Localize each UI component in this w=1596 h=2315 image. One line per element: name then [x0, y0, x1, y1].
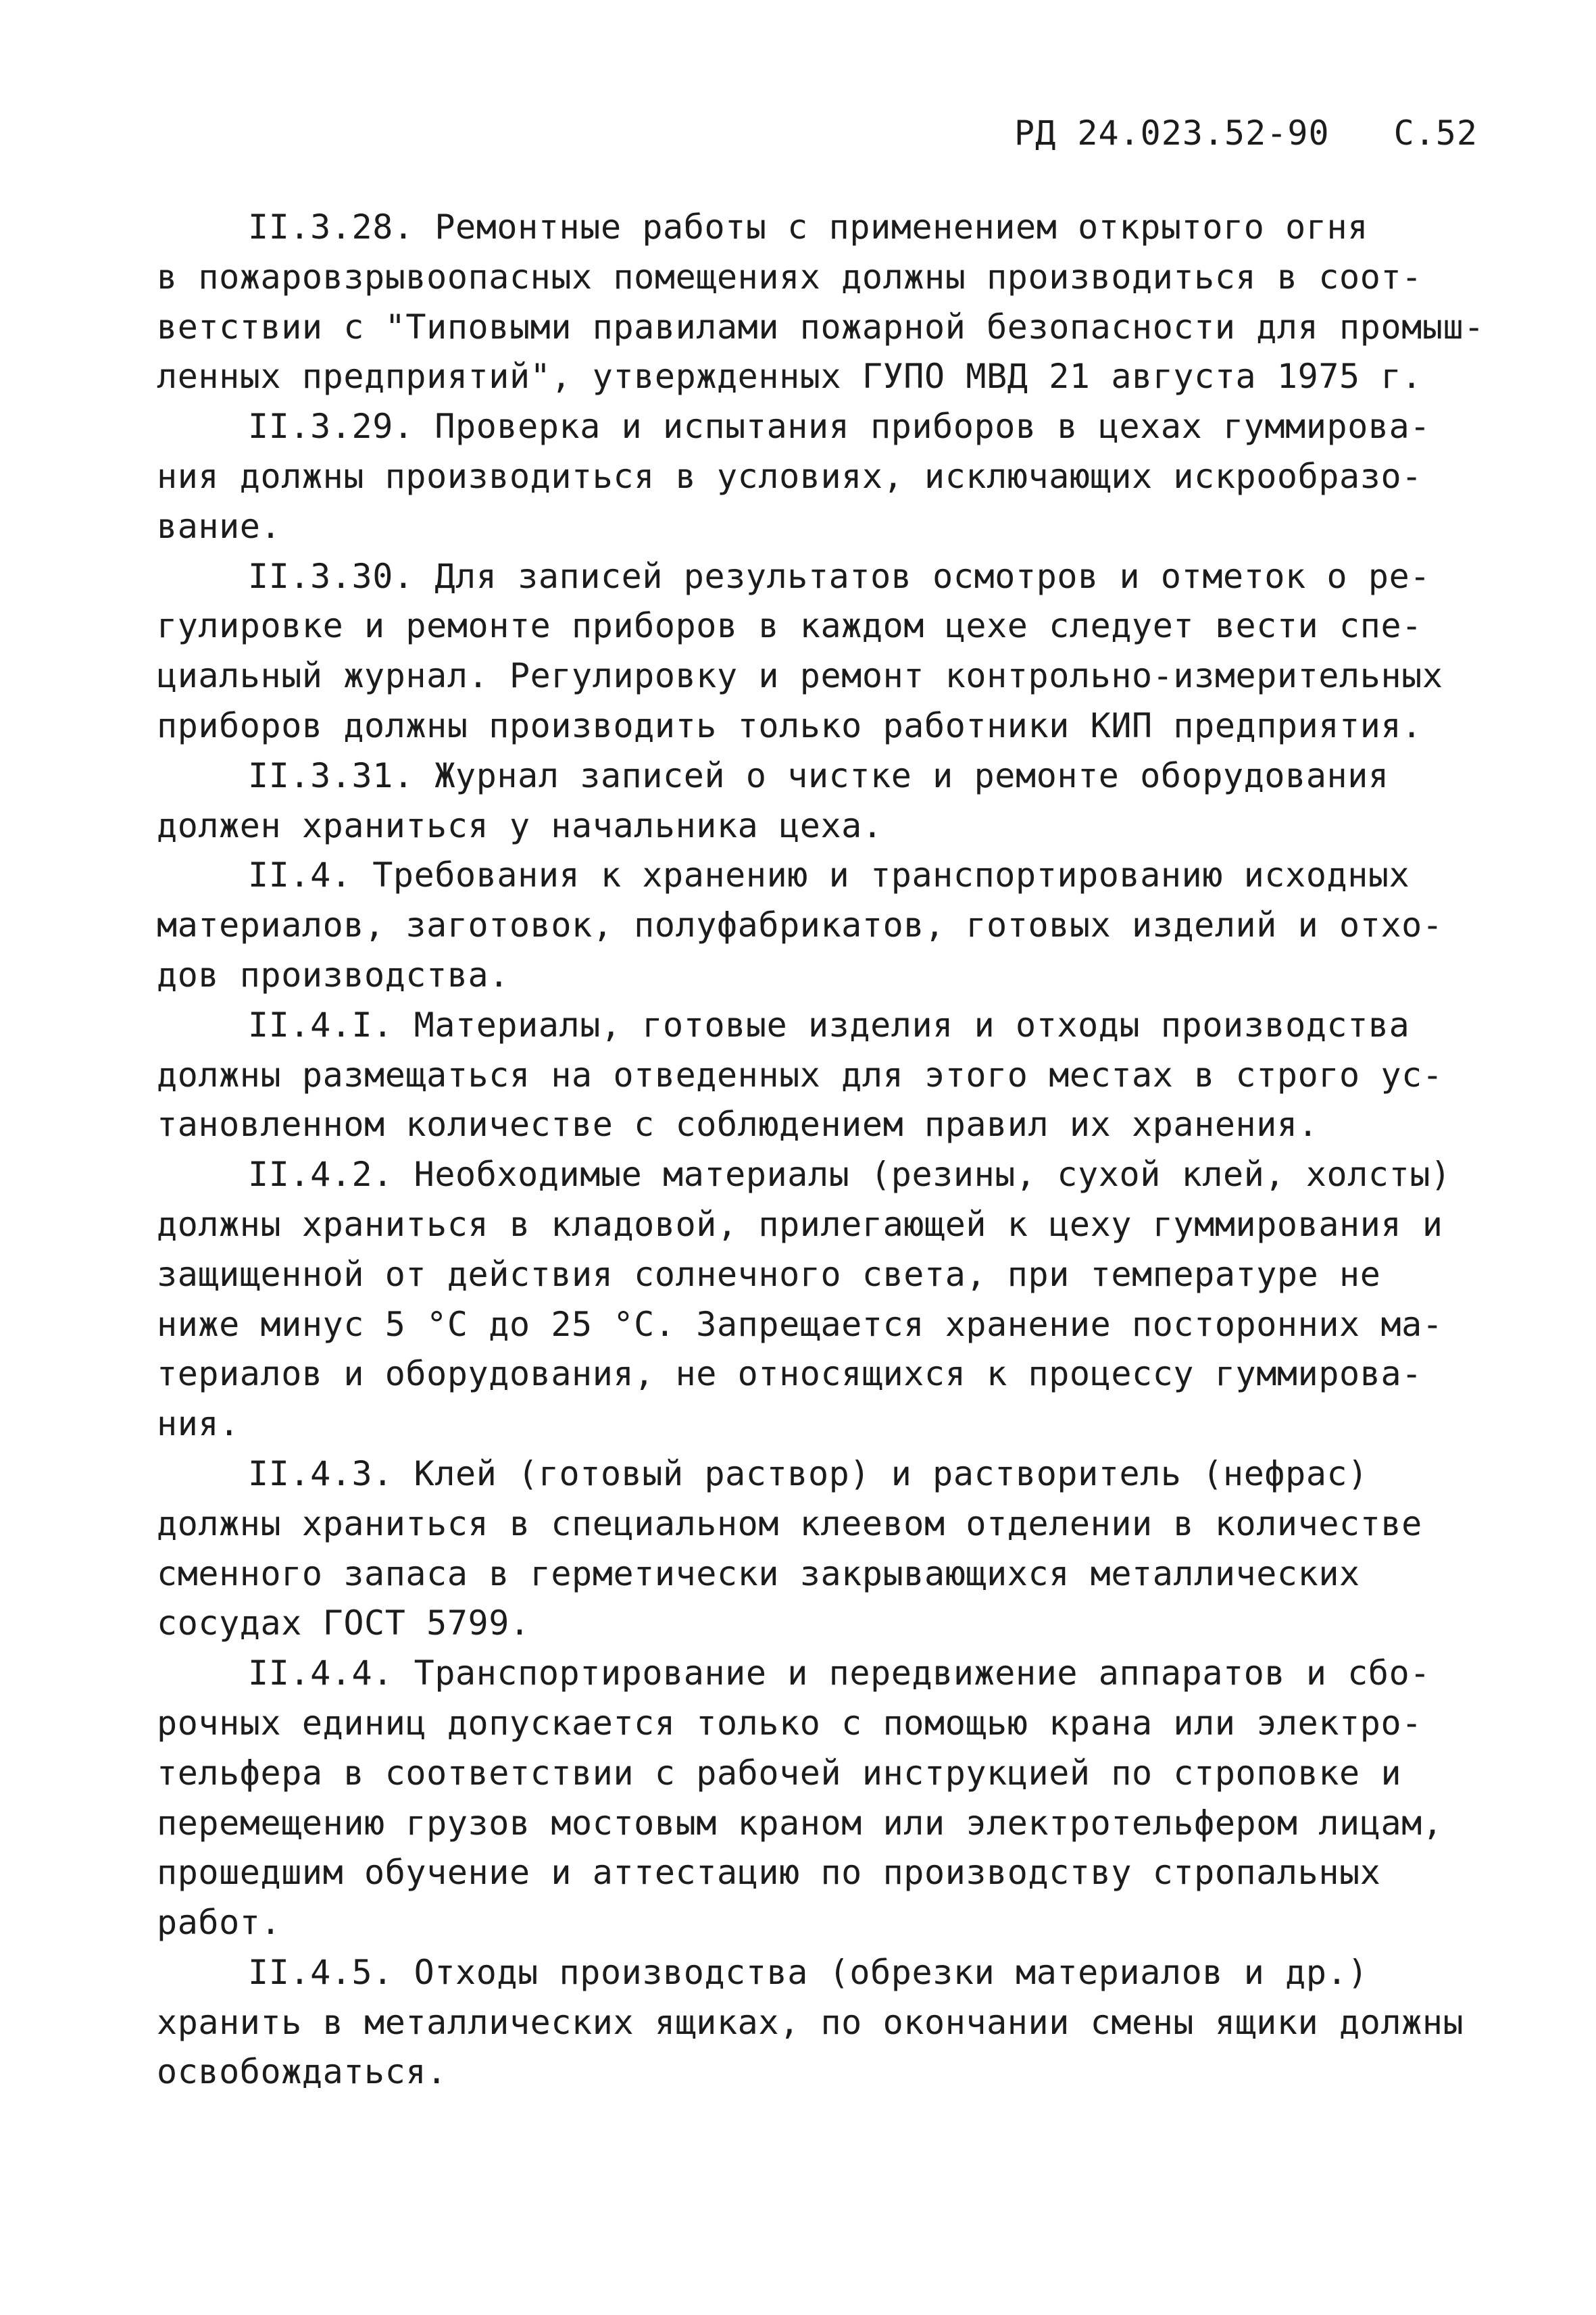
text-line: рочных единиц допускается только с помощью крана или электро-	[157, 1703, 1422, 1743]
text-line: работ.	[157, 1903, 282, 1943]
text-line: сменного запаса в герметически закрывающихся металлических	[157, 1553, 1360, 1593]
text-line: должны размещаться на отведенных для этого местах в строго ус-	[157, 1055, 1443, 1095]
paragraph-first-line: II.4.I. Материалы, готовые изделия и отходы производства	[248, 1005, 1410, 1045]
text-line: должны храниться в кладовой, прилегающей к цеху гуммирования и	[157, 1204, 1443, 1244]
text-line: перемещению грузов мостовым краном или электротельфером лицам,	[157, 1803, 1443, 1843]
text-line: должен храниться у начальника цеха.	[157, 805, 883, 845]
text-line: тельфера в соответствии с рабочей инструкцией по строповке и	[157, 1753, 1402, 1793]
text-line: защищенной от действия солнечного света, при температуре не	[157, 1254, 1381, 1294]
text-line: вание.	[157, 506, 282, 546]
text-line: ния.	[157, 1404, 240, 1444]
text-line: сосудах ГОСТ 5799.	[157, 1603, 530, 1643]
paragraph-first-line: II.3.31. Журнал записей о чистке и ремонте оборудования	[248, 755, 1389, 795]
section-heading: II.4. Требования к хранению и транспортированию исходных	[248, 855, 1410, 895]
text-line: ния должны производиться в условиях, исключающих искрообразо-	[157, 456, 1422, 496]
text-line: приборов должны производить только работники КИП предприятия.	[157, 705, 1422, 745]
text-line: ниже минус 5 °С до 25 °С. Запрещается хранение посторонних ма-	[157, 1304, 1443, 1344]
text-line: ветствии с "Типовыми правилами пожарной безопасности для промыш-	[157, 307, 1485, 347]
text-line: ленных предприятий", утвержденных ГУПО МВД 21 августа 1975 г.	[157, 357, 1422, 397]
text-line: гулировке и ремонте приборов в каждом цехе следует вести спе-	[157, 606, 1422, 646]
page-header	[1014, 114, 1478, 153]
paragraph-first-line: II.3.29. Проверка и испытания приборов в цехах гуммирова-	[248, 407, 1431, 447]
paragraph-first-line: II.4.5. Отходы производства (обрезки материалов и др.)	[248, 1952, 1368, 1992]
text-line: дов производства.	[157, 955, 509, 995]
paragraph-first-line: II.4.4. Транспортирование и передвижение аппаратов и сбо-	[248, 1653, 1431, 1693]
document-body	[157, 203, 1485, 2097]
text-line: териалов и оборудования, не относящихся к процессу гуммирова-	[157, 1354, 1422, 1394]
paragraph-first-line: II.4.2. Необходимые материалы (резины, сухой клей, холсты)	[248, 1155, 1451, 1195]
text-line: освобождаться.	[157, 2052, 447, 2092]
text-line: материалов, заготовок, полуфабрикатов, готовых изделий и отхо-	[157, 905, 1443, 945]
paragraph-first-line: II.3.30. Для записей результатов осмотров и отметок о ре-	[248, 556, 1431, 596]
text-line: тановленном количестве с соблюдением правил их хранения.	[157, 1105, 1319, 1145]
text-line: должны храниться в специальном клеевом отделении в количестве	[157, 1503, 1422, 1543]
page-number: С.52	[1393, 114, 1478, 153]
text-line: прошедшим обучение и аттестацию по производству стропальных	[157, 1853, 1381, 1893]
text-line: в пожаровзрывоопасных помещениях должны производиться в соот-	[157, 257, 1422, 297]
text-line: хранить в металлических ящиках, по окончании смены ящики должны	[157, 2002, 1464, 2042]
text-line: циальный журнал. Регулировку и ремонт контрольно-измерительных	[157, 656, 1443, 696]
paragraph-first-line: II.4.3. Клей (готовый раствор) и растворитель (нефрас)	[248, 1453, 1368, 1493]
paragraph-first-line: II.3.28. Ремонтные работы с применением открытого огня	[248, 207, 1368, 247]
document-code: РД 24.023.52-90	[1014, 114, 1330, 153]
